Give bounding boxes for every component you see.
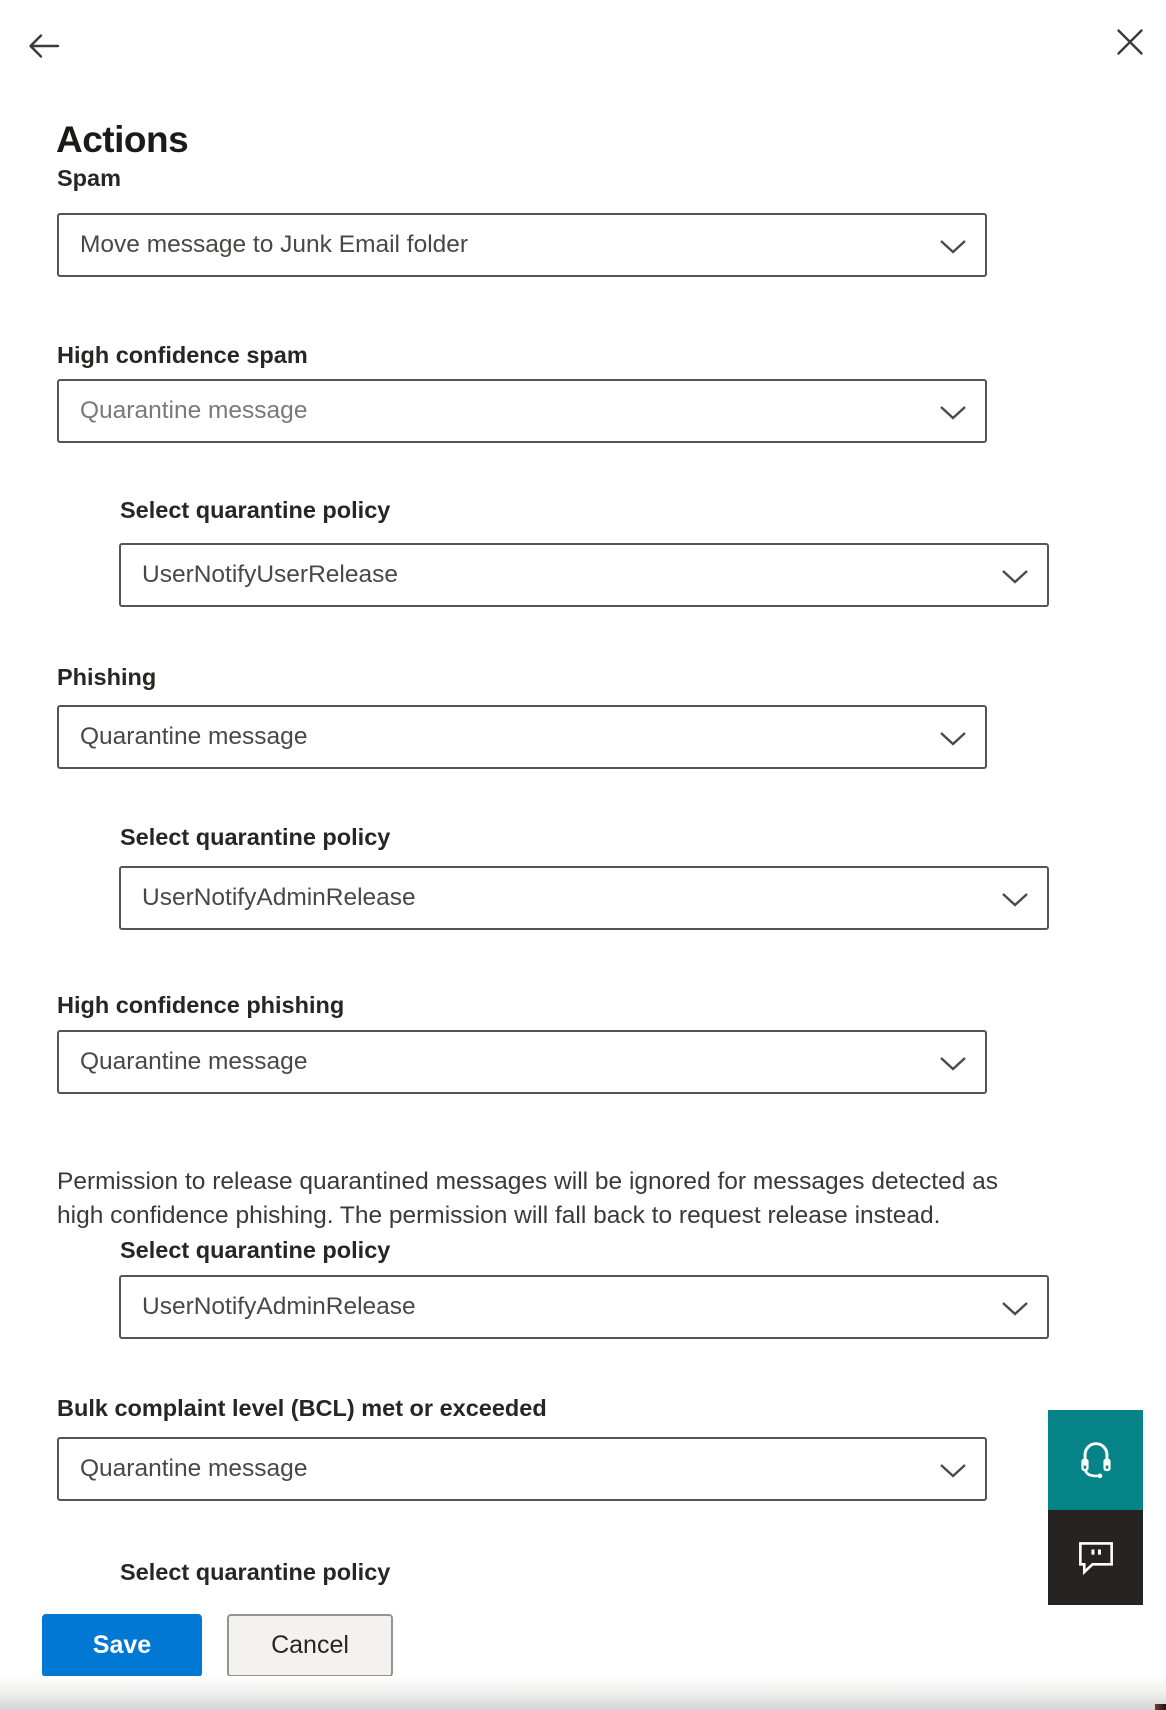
chevron-down-icon: [939, 405, 967, 421]
phishing-quarantine-policy-value: UserNotifyAdminRelease: [142, 884, 416, 911]
back-button[interactable]: [24, 26, 64, 66]
phishing-action-select[interactable]: [57, 705, 987, 769]
bcl-action-select[interactable]: [57, 1437, 987, 1501]
chevron-down-icon: [1001, 1301, 1029, 1317]
spam-label: Spam: [57, 165, 121, 191]
cancel-button[interactable]: Cancel: [227, 1614, 393, 1677]
chevron-down-icon: [939, 1056, 967, 1072]
bottom-right-cutoff-element: [1155, 1704, 1166, 1710]
chevron-down-icon: [1001, 892, 1029, 908]
high-confidence-spam-action-select[interactable]: [57, 379, 987, 443]
chevron-down-icon: [939, 731, 967, 747]
chevron-down-icon: [939, 239, 967, 255]
hcs-quarantine-policy-select[interactable]: [119, 543, 1049, 607]
page-title: Actions: [56, 118, 189, 160]
close-button[interactable]: [1112, 24, 1148, 60]
hcs-quarantine-policy-label: Select quarantine policy: [120, 497, 391, 523]
high-confidence-phishing-action-value: Quarantine message: [80, 1048, 308, 1075]
back-arrow-icon: [25, 53, 63, 68]
spam-action-value: Move message to Junk Email folder: [80, 231, 469, 258]
hcp-quarantine-policy-label: Select quarantine policy: [120, 1237, 391, 1263]
phishing-action-value: Quarantine message: [80, 723, 308, 750]
high-confidence-spam-action-value: Quarantine message: [80, 397, 308, 424]
phishing-label: Phishing: [57, 664, 157, 690]
bcl-quarantine-policy-label: Select quarantine policy: [120, 1559, 391, 1585]
feedback-button[interactable]: [1048, 1510, 1143, 1605]
help-button[interactable]: [1048, 1410, 1143, 1510]
headset-icon: [1075, 1437, 1117, 1484]
bcl-label: Bulk complaint level (BCL) met or exceeded: [57, 1395, 547, 1421]
phishing-quarantine-policy-label: Select quarantine policy: [120, 824, 391, 850]
high-confidence-spam-label: High confidence spam: [57, 342, 308, 368]
hcp-permission-note: Permission to release quarantined messages will be ignored for messages detected as high confidence phishing. The permission will fall back to request release instead.: [57, 1167, 999, 1229]
spam-action-select[interactable]: [57, 213, 987, 277]
bcl-action-value: Quarantine message: [80, 1455, 308, 1482]
close-icon: [1114, 46, 1146, 61]
high-confidence-phishing-label: High confidence phishing: [57, 992, 345, 1018]
save-button[interactable]: Save: [42, 1614, 202, 1677]
phishing-quarantine-policy-select[interactable]: [119, 866, 1049, 930]
high-confidence-phishing-action-select[interactable]: [57, 1030, 987, 1094]
chevron-down-icon: [1001, 569, 1029, 585]
chevron-down-icon: [939, 1463, 967, 1479]
chat-bubble-icon: [1076, 1537, 1116, 1578]
page-bottom-gradient: [0, 1676, 1166, 1710]
hcp-quarantine-policy-select[interactable]: [119, 1275, 1049, 1339]
hcs-quarantine-policy-value: UserNotifyUserRelease: [142, 561, 398, 588]
hcp-quarantine-policy-value: UserNotifyAdminRelease: [142, 1293, 416, 1320]
